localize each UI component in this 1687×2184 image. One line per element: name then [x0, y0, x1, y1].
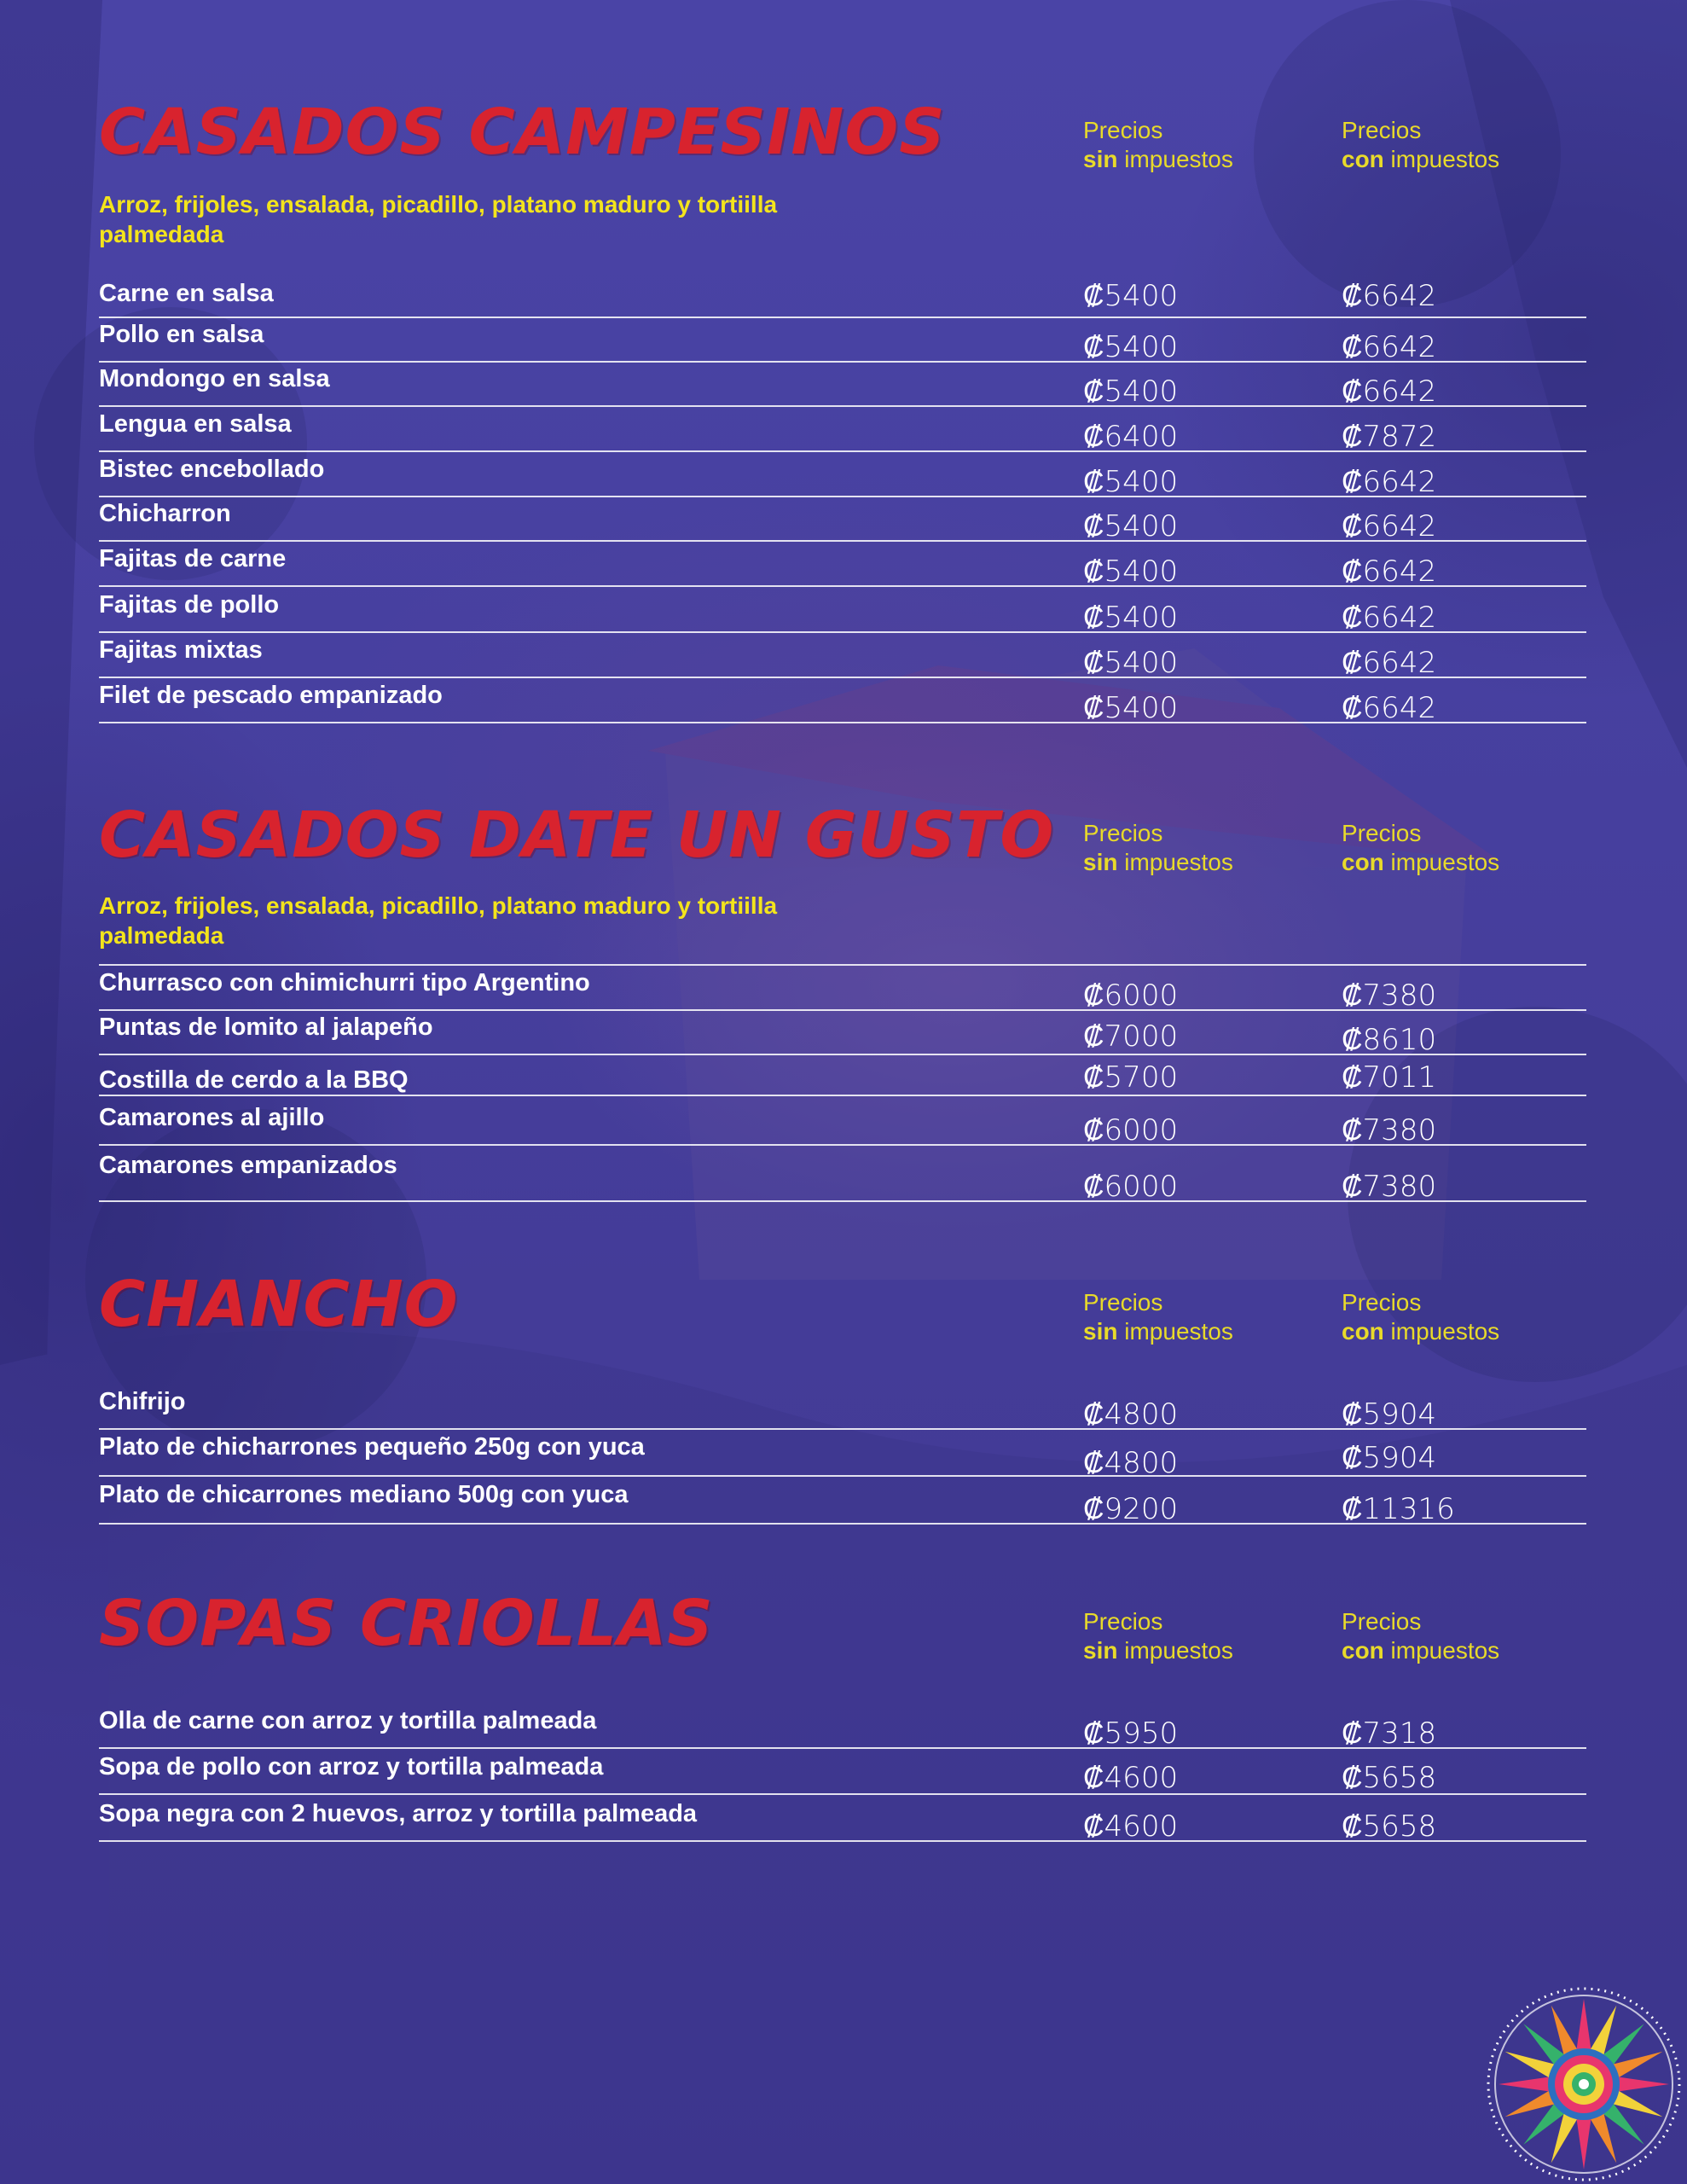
price-header-line: Precios — [1083, 117, 1163, 143]
price-sin-impuestos: ₡5400 — [1083, 691, 1179, 725]
section-chancho — [99, 1268, 1586, 1529]
menu-row — [99, 1477, 1586, 1525]
menu-list — [99, 1375, 1586, 1525]
item-name: Pollo en salsa — [99, 321, 264, 348]
price-sin-impuestos: ₡5400 — [1083, 509, 1179, 543]
price-con-impuestos: ₡5904 — [1342, 1441, 1437, 1475]
price-header-sin — [1083, 1607, 1233, 1665]
price-header-bold: con — [1342, 146, 1384, 172]
item-name: Olla de carne con arroz y tortilla palmeada — [99, 1707, 597, 1734]
price-sin-impuestos: ₡4800 — [1083, 1446, 1179, 1480]
price-con-impuestos: ₡7011 — [1342, 1060, 1437, 1095]
price-header-rest: impuestos — [1383, 1318, 1500, 1345]
carreta-wheel-emblem-icon — [1486, 1986, 1682, 2182]
price-con-impuestos: ₡7380 — [1342, 979, 1437, 1013]
menu-row — [99, 678, 1586, 723]
item-name: Carne en salsa — [99, 280, 274, 307]
section-title: SOPAS CRIOLLAS — [99, 1587, 714, 1660]
menu-row — [99, 363, 1586, 407]
price-sin-impuestos: ₡7000 — [1083, 1019, 1179, 1054]
item-name: Bistec encebollado — [99, 456, 325, 483]
item-name: Camarones empanizados — [99, 1152, 397, 1179]
price-header-line: Precios — [1083, 1289, 1163, 1316]
item-name: Costilla de cerdo a la BBQ — [99, 1066, 409, 1094]
price-con-impuestos: ₡6642 — [1342, 691, 1437, 725]
item-name: Sopa de pollo con arroz y tortilla palmeada — [99, 1753, 604, 1780]
menu-row — [99, 1146, 1586, 1202]
price-header-bold: con — [1342, 1318, 1384, 1345]
item-name: Fajitas de carne — [99, 545, 287, 572]
price-con-impuestos: ₡5904 — [1342, 1397, 1437, 1432]
price-con-impuestos: ₡6642 — [1342, 555, 1437, 589]
item-name: Filet de pescado empanizado — [99, 682, 443, 709]
price-sin-impuestos: ₡5400 — [1083, 279, 1179, 313]
item-name: Chicharron — [99, 500, 231, 527]
price-sin-impuestos: ₡6000 — [1083, 1113, 1179, 1147]
menu-row — [99, 318, 1586, 363]
price-con-impuestos: ₡7380 — [1342, 1170, 1437, 1204]
section-title: CASADOS CAMPESINOS — [99, 96, 946, 169]
price-header-sin — [1083, 819, 1233, 877]
price-sin-impuestos: ₡9200 — [1083, 1492, 1179, 1526]
price-header-con — [1342, 116, 1499, 174]
price-header-rest: impuestos — [1117, 849, 1233, 875]
item-name: Plato de chicharrones pequeño 250g con yuca — [99, 1433, 645, 1461]
menu-list — [99, 264, 1586, 723]
price-sin-impuestos: ₡5400 — [1083, 646, 1179, 680]
menu-row — [99, 1011, 1586, 1055]
menu-row — [99, 966, 1586, 1011]
section-sopas-criollas — [99, 1587, 1586, 1848]
price-header-bold: con — [1342, 849, 1384, 875]
menu-row — [99, 542, 1586, 587]
item-name: Lengua en salsa — [99, 410, 292, 438]
item-name: Fajitas mixtas — [99, 636, 263, 664]
price-header-sin — [1083, 116, 1233, 174]
price-sin-impuestos: ₡5400 — [1083, 601, 1179, 635]
price-sin-impuestos: ₡4800 — [1083, 1397, 1179, 1432]
item-name: Churrasco con chimichurri tipo Argentino — [99, 969, 590, 996]
price-con-impuestos: ₡6642 — [1342, 509, 1437, 543]
price-header-bold: sin — [1083, 849, 1118, 875]
price-header-con — [1342, 1288, 1499, 1346]
item-name: Fajitas de pollo — [99, 591, 280, 619]
menu-row — [99, 264, 1586, 318]
price-header-con — [1342, 819, 1499, 877]
item-name: Chifrijo — [99, 1388, 186, 1415]
price-header-bold: sin — [1083, 1637, 1118, 1664]
menu-row — [99, 1795, 1586, 1842]
price-sin-impuestos: ₡5400 — [1083, 555, 1179, 589]
price-con-impuestos: ₡5658 — [1342, 1809, 1437, 1844]
section-title: CHANCHO — [99, 1268, 459, 1341]
price-header-bold: con — [1342, 1637, 1384, 1664]
menu-row — [99, 633, 1586, 678]
price-con-impuestos: ₡7380 — [1342, 1113, 1437, 1147]
menu-row — [99, 1703, 1586, 1749]
item-name: Plato de chicarrones mediano 500g con yuca — [99, 1481, 629, 1508]
price-sin-impuestos: ₡5700 — [1083, 1060, 1179, 1095]
menu-row — [99, 497, 1586, 542]
price-sin-impuestos: ₡4600 — [1083, 1809, 1179, 1844]
price-header-line: Precios — [1342, 1608, 1422, 1635]
price-header-line: Precios — [1342, 820, 1422, 846]
price-con-impuestos: ₡7318 — [1342, 1716, 1437, 1751]
price-con-impuestos: ₡6642 — [1342, 330, 1437, 364]
price-header-rest: impuestos — [1117, 146, 1233, 172]
section-casados-campesinos — [99, 96, 1586, 725]
price-header-line: Precios — [1083, 820, 1163, 846]
menu-row — [99, 1430, 1586, 1480]
price-con-impuestos: ₡11316 — [1342, 1492, 1455, 1526]
price-sin-impuestos: ₡6400 — [1083, 420, 1179, 454]
price-con-impuestos: ₡6642 — [1342, 601, 1437, 635]
price-header-rest: impuestos — [1383, 146, 1500, 172]
price-sin-impuestos: ₡5400 — [1083, 465, 1179, 499]
item-name: Sopa negra con 2 huevos, arroz y tortilla palmeada — [99, 1800, 698, 1827]
price-con-impuestos: ₡6642 — [1342, 279, 1437, 313]
item-name: Puntas de lomito al jalapeño — [99, 1014, 433, 1041]
price-header-sin — [1083, 1288, 1233, 1346]
price-header-bold: sin — [1083, 146, 1118, 172]
price-con-impuestos: ₡6642 — [1342, 375, 1437, 409]
price-sin-impuestos: ₡6000 — [1083, 1170, 1179, 1204]
item-name: Mondongo en salsa — [99, 365, 330, 392]
price-header-con — [1342, 1607, 1499, 1665]
menu-list — [99, 966, 1586, 1202]
menu-row — [99, 407, 1586, 452]
price-sin-impuestos: ₡6000 — [1083, 979, 1179, 1013]
price-con-impuestos: ₡5658 — [1342, 1761, 1437, 1795]
item-name: Camarones al ajillo — [99, 1104, 325, 1131]
price-header-line: Precios — [1342, 117, 1422, 143]
price-header-rest: impuestos — [1117, 1637, 1233, 1664]
price-con-impuestos: ₡7872 — [1342, 420, 1437, 454]
price-con-impuestos: ₡6642 — [1342, 646, 1437, 680]
price-sin-impuestos: ₡4600 — [1083, 1761, 1179, 1795]
price-header-line: Precios — [1342, 1289, 1422, 1316]
price-sin-impuestos: ₡5400 — [1083, 330, 1179, 364]
section-title: CASADOS DATE UN GUSTO — [99, 799, 1055, 872]
menu-row — [99, 1375, 1586, 1430]
menu-row — [99, 452, 1586, 497]
price-sin-impuestos: ₡5950 — [1083, 1716, 1179, 1751]
price-header-rest: impuestos — [1383, 1637, 1500, 1664]
price-header-line: Precios — [1083, 1608, 1163, 1635]
menu-row — [99, 1055, 1586, 1096]
section-subtitle: Arroz, frijoles, ensalada, picadillo, platano maduro y tortiilla palmedada — [99, 892, 778, 949]
menu-row — [99, 1749, 1586, 1795]
section-subtitle: Arroz, frijoles, ensalada, picadillo, platano maduro y tortiilla palmedada — [99, 191, 778, 247]
menu-list — [99, 1703, 1586, 1842]
price-sin-impuestos: ₡5400 — [1083, 375, 1179, 409]
section-casados-date-un-gusto — [99, 799, 1586, 1205]
menu-row — [99, 1096, 1586, 1146]
price-header-bold: sin — [1083, 1318, 1118, 1345]
menu-row — [99, 587, 1586, 633]
price-con-impuestos: ₡8610 — [1342, 1023, 1437, 1057]
price-con-impuestos: ₡6642 — [1342, 465, 1437, 499]
price-header-rest: impuestos — [1117, 1318, 1233, 1345]
price-header-rest: impuestos — [1383, 849, 1500, 875]
